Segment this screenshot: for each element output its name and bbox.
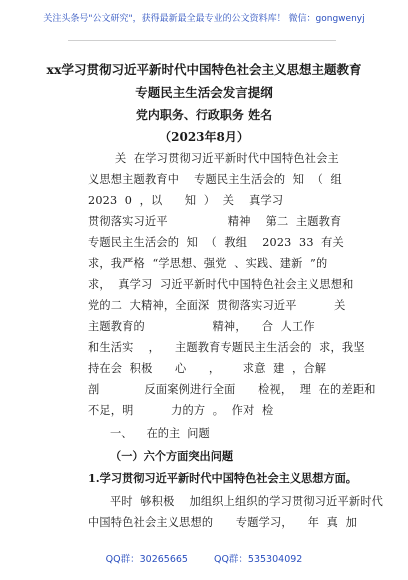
footer-qq-right: QQ群：535304092 xyxy=(213,554,303,565)
paragraph-line: 专题民主生活会的 知 （ 教组 2023 33 有关 xyxy=(88,236,344,249)
paragraph-line: 不足，明 力的方 。 作对 检 xyxy=(88,404,274,417)
footer-qq-left: QQ群：30265665 xyxy=(105,554,188,565)
section-heading: 一、 在的主 问题 xyxy=(110,427,210,440)
paragraph-line: 求，我严格 “学思想、强党 、实践、建新 ”的 xyxy=(88,257,328,270)
paragraph-line: 2023 0 ，以 知 ） 关 真学习 xyxy=(88,194,284,207)
paragraph-line: 平时 够积极 加组织上组织的学习贯彻习近平新时代 xyxy=(110,495,384,508)
item-heading: 1.学习贯彻习近平新时代中国特色社会主义思想方面。 xyxy=(88,471,357,485)
document-title-line2: 专题民主生活会发言提纲 xyxy=(135,85,273,100)
subsection-heading: （一）六个方面突出问题 xyxy=(110,449,234,463)
header-banner-text: 关注头条号"公文研究"，获得最新最全最专业的公文资料库！ 微信：gongwenyj xyxy=(43,13,365,24)
footer-bar xyxy=(0,548,408,568)
paragraph-line: 剖 反面案例进行全面 检视， 理 在的差距和 xyxy=(88,383,376,396)
author-line: 党内职务、行政职务 姓名 xyxy=(135,108,273,122)
paragraph-line: 关 在学习贯彻习近平新时代中国特色社会主 xyxy=(115,152,339,165)
paragraph-line: 和生活实 ， 主题教育专题民主生活会的 求，我坚 xyxy=(88,341,365,354)
paragraph-line: 义思想主题教育中 专题民主生活会的 知 （ 组 xyxy=(88,173,342,186)
paragraph-line: 持在会 积极 心 ， 求意 建 ，合解 xyxy=(88,362,327,375)
paragraph-line: 中国特色社会主义思想的 专题学习， 年 真 加 xyxy=(88,516,357,529)
paragraph-line: 党的二 大精神，全面深 贯彻落实习近平 关 xyxy=(88,299,346,312)
document-title-line1: xx学习贯彻习近平新时代中国特色社会主义思想主题教育 xyxy=(46,62,362,77)
date-line: （2023年8月） xyxy=(159,130,249,144)
paragraph-line: 求， 真学习 习近平新时代中国特色社会主义思想和 xyxy=(88,278,354,291)
paragraph-line: 主题教育的 精神， 合 人工作 xyxy=(88,320,315,333)
paragraph-line: 贯彻落实习近平 精神 第二 主题教育 xyxy=(88,215,342,228)
